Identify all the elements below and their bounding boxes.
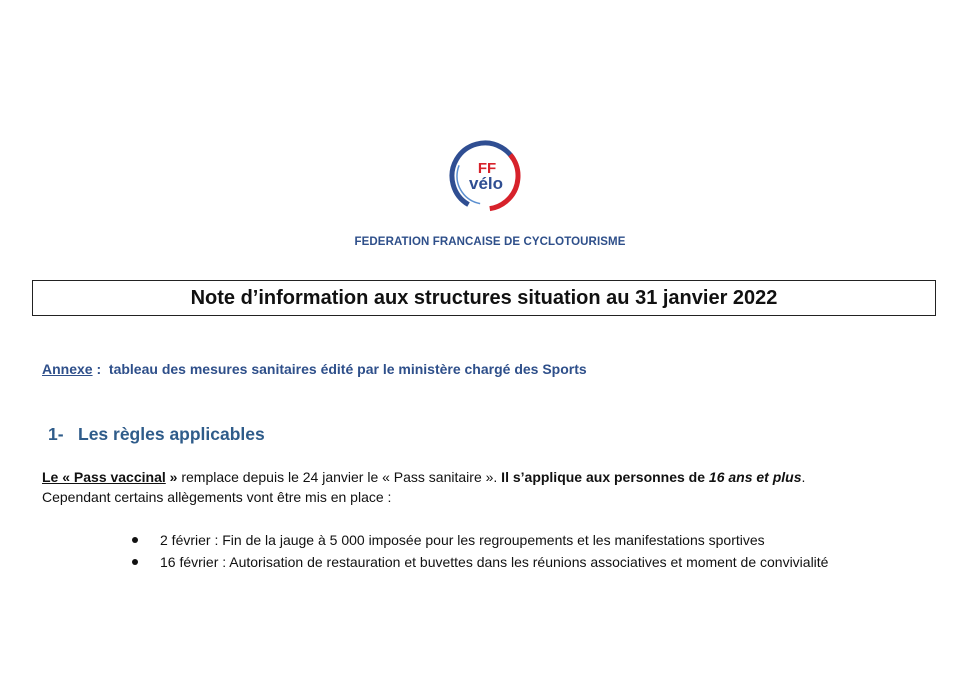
list-item xyxy=(132,554,828,570)
section-title: Les règles applicables xyxy=(78,424,265,444)
bullet-icon xyxy=(132,559,138,565)
paragraph1-text-b: Il s’applique aux personnes de xyxy=(497,469,709,485)
annexe-separator: : xyxy=(92,361,102,377)
annexe-line xyxy=(42,361,587,377)
section-number: 1- xyxy=(48,424,64,444)
logo-text-ff: FF xyxy=(477,160,497,177)
paragraph1-end: . xyxy=(801,469,806,485)
ffvelo-logo xyxy=(447,138,523,214)
annexe-text: tableau des mesures sanitaires édité par le ministère chargé des Sports xyxy=(101,361,587,377)
logo-text-velo: vélo xyxy=(468,174,504,193)
list-item xyxy=(132,532,765,548)
section-heading xyxy=(48,424,265,445)
organization-name: FEDERATION FRANCAISE DE CYCLOTOURISME xyxy=(354,236,626,248)
annexe-label: Annexe xyxy=(42,361,93,377)
age-threshold: 16 ans et plus xyxy=(708,469,802,485)
list-item-text: 2 février : Fin de la jauge à 5 000 imposée pour les regroupements et les manifestations sportives xyxy=(160,532,765,548)
paragraph-pass-vaccinal xyxy=(42,469,805,485)
pass-vaccinal-close: » xyxy=(165,469,178,485)
paragraph1-text-a: remplace depuis le 24 janvier le « Pass sanitaire ». xyxy=(177,469,498,485)
paragraph-allegements: Cependant certains allègements vont être mis en place : xyxy=(42,489,392,505)
pass-vaccinal-term: Le « Pass vaccinal xyxy=(42,469,166,485)
list-item-text: 16 février : Autorisation de restauration et buvettes dans les réunions associatives et moment de convivialité xyxy=(160,554,829,570)
document-title: Note d’information aux structures situation au 31 janvier 2022 xyxy=(32,280,936,316)
bullet-icon xyxy=(132,537,138,543)
